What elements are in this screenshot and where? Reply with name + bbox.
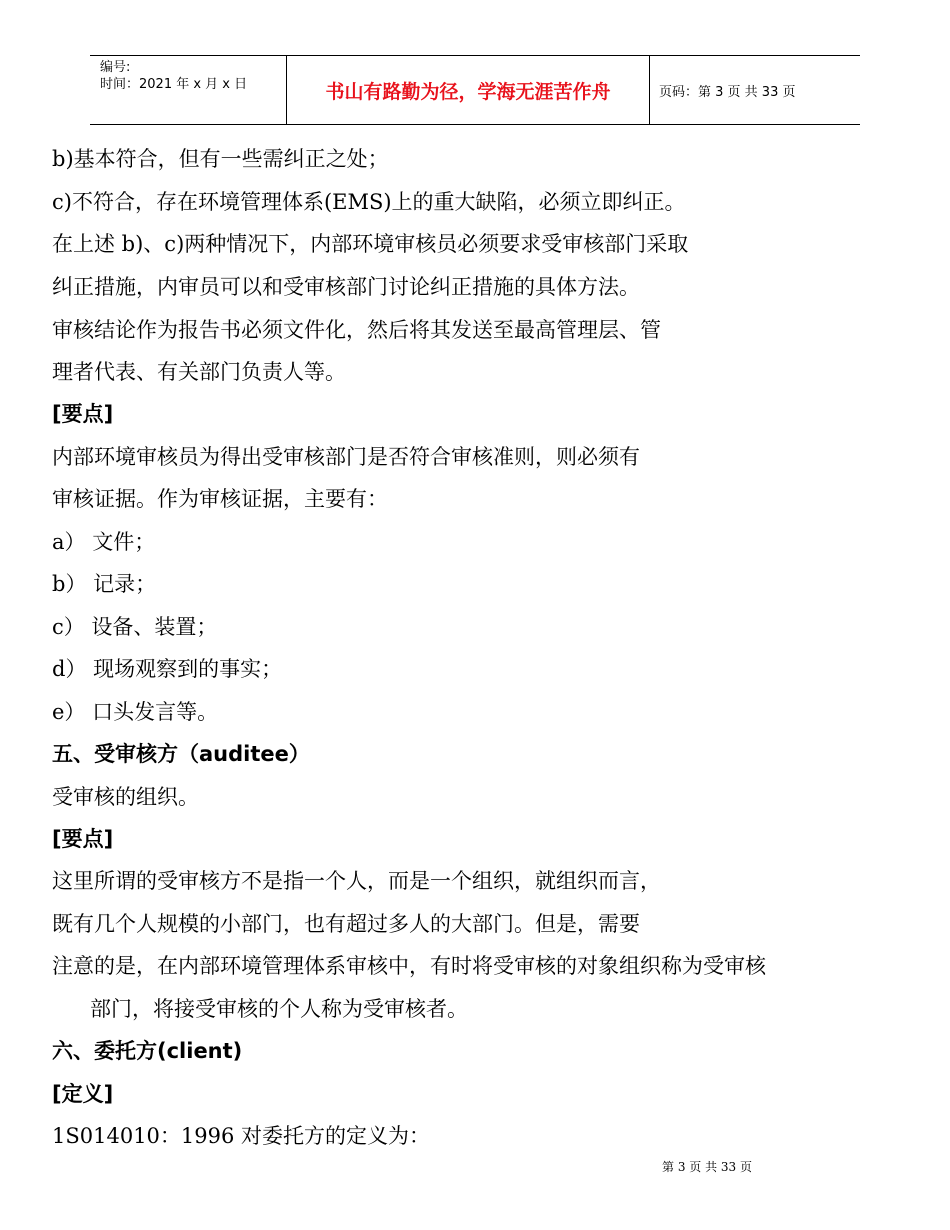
document-time-label: 时间：2021 年 x 月 x 日	[100, 77, 248, 92]
body-line: c)不符合，存在环境管理体系(EMS)上的重大缺陷，必须立即纠正。	[52, 190, 686, 214]
list-item: a） 文件；	[52, 530, 156, 554]
body-line: 理者代表、有关部门负责人等。	[52, 360, 346, 384]
document-header	[90, 55, 860, 125]
body-line: 1S014010：1996 对委托方的定义为：	[52, 1124, 431, 1148]
list-item: b） 记录；	[52, 572, 157, 596]
body-line: 内部环境审核员为得出受审核部门是否符合审核准则，则必须有	[52, 445, 640, 469]
list-item: d） 现场观察到的事实；	[52, 657, 283, 681]
body-line: 在上述 b)、c)两种情况下，内部环境审核员必须要求受审核部门采取	[52, 232, 689, 256]
section-marker-key-points: [要点]	[52, 402, 114, 426]
body-line: 受审核的组织。	[52, 785, 199, 809]
body-line: 纠正措施，内审员可以和受审核部门讨论纠正措施的具体方法。	[52, 275, 640, 299]
section-heading: 六、委托方(client)	[52, 1039, 243, 1063]
body-line: 部门，将接受审核的个人称为受审核者。	[90, 997, 468, 1021]
section-marker-definition: [定义]	[52, 1082, 114, 1106]
body-line: 既有几个人规模的小部门，也有超过多人的大部门。但是，需要	[52, 912, 640, 936]
list-item: c） 设备、装置；	[52, 615, 218, 639]
body-line: 注意的是，在内部环境管理体系审核中，有时将受审核的对象组织称为受审核	[52, 954, 766, 978]
body-line: 审核证据。作为审核证据，主要有：	[52, 487, 388, 511]
header-motto: 书山有路勤为径，学海无涯苦作舟	[287, 56, 650, 124]
section-marker-key-points: [要点]	[52, 827, 114, 851]
body-line: b)基本符合，但有一些需纠正之处；	[52, 147, 389, 171]
header-page-info: 页码：第 3 页 共 33 页	[659, 84, 796, 100]
section-heading: 五、受审核方（auditee）	[52, 742, 310, 766]
body-line: 这里所谓的受审核方不是指一个人，而是一个组织，就组织而言，	[52, 869, 661, 893]
page-footer: 第 3 页 共 33 页	[662, 1160, 752, 1174]
header-meta	[90, 56, 287, 124]
list-item: e） 口头发言等。	[52, 700, 219, 724]
body-line: 审核结论作为报告书必须文件化，然后将其发送至最高管理层、管	[52, 318, 661, 342]
document-number-label: 编号:	[100, 60, 131, 75]
